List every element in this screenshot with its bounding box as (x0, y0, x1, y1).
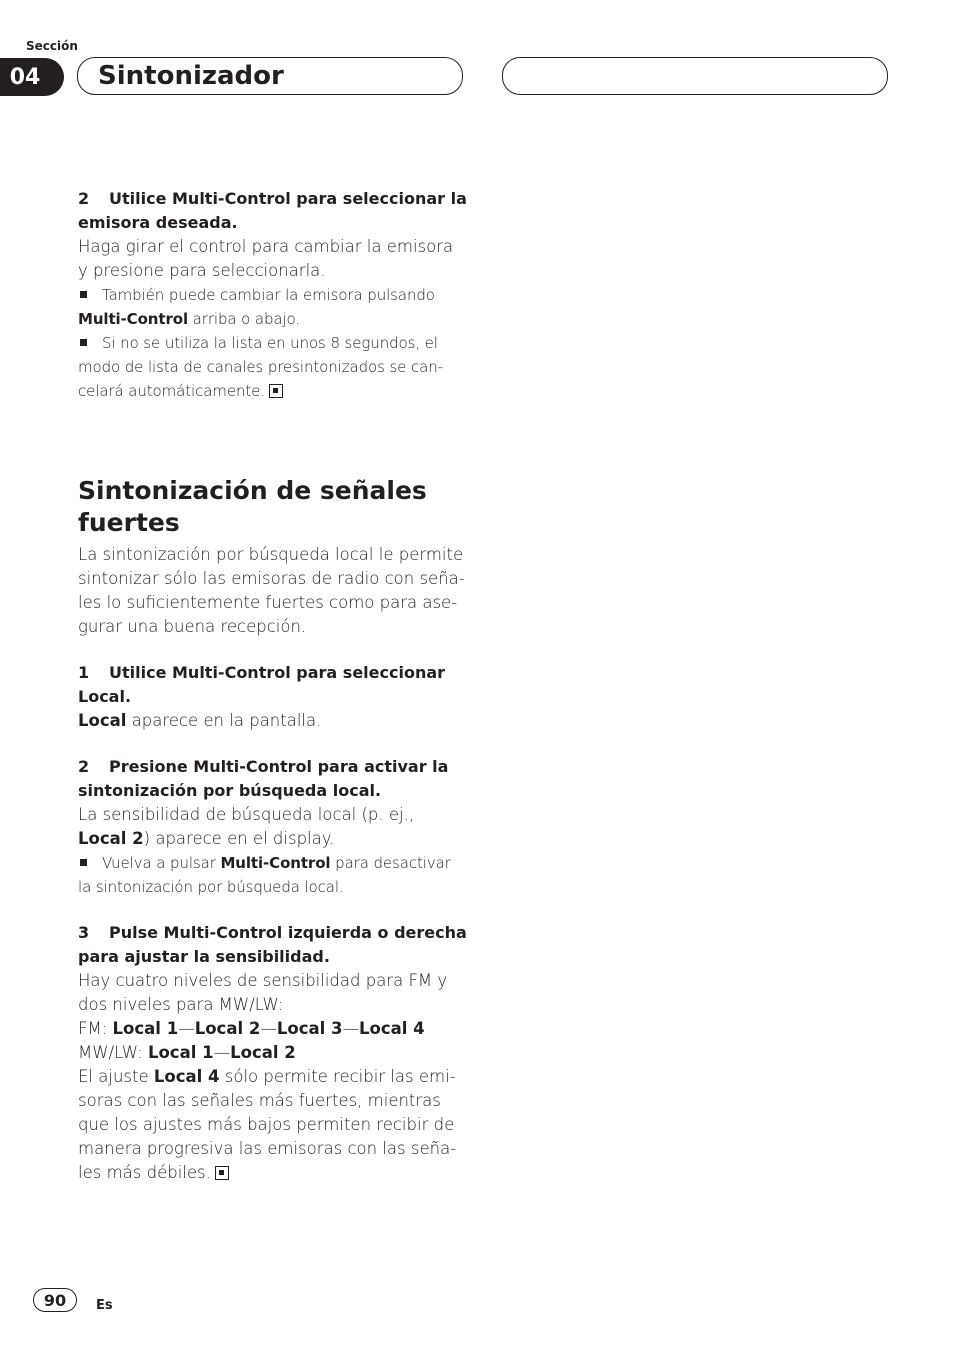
intro-line: gurar una buena recepción. (78, 617, 307, 636)
bullet-icon (80, 339, 87, 346)
note-line (78, 307, 468, 331)
step-number: 3 (78, 923, 90, 942)
section-heading: Sintonización de señales (78, 476, 427, 505)
step-number: 1 (78, 663, 90, 682)
note-text: celará automáticamente. (78, 382, 265, 400)
section-title: Sintonizador (98, 61, 284, 91)
note-text: para desactivar (330, 854, 451, 872)
section-label: Sección (26, 39, 78, 53)
dash: — (260, 1019, 277, 1038)
end-of-section-icon (269, 384, 283, 398)
step-heading (78, 755, 468, 779)
note-line (78, 851, 468, 875)
body-bold: Local (78, 711, 127, 730)
body-bold: Local 4 (153, 1067, 220, 1086)
body-line: manera progresiva las emisoras con las seña- (78, 1139, 457, 1158)
body-bold: Local 2 (78, 829, 144, 848)
step-heading-cont: Local. (78, 687, 132, 706)
body-text: ) aparece en el display. (143, 829, 335, 848)
body-line: Hay cuatro niveles de sensibilidad para FM y (78, 971, 448, 990)
step-text: Utilice Multi-Control para seleccionar (109, 663, 446, 682)
content-column (78, 187, 468, 1185)
note-line: la sintonización por búsqueda local. (78, 878, 344, 896)
step-heading (78, 187, 468, 211)
body-line: soras con las señales más fuertes, mientras (78, 1091, 441, 1110)
page-number: 90 (33, 1288, 77, 1312)
dash: — (342, 1019, 359, 1038)
body-text: aparece en la pantalla. (126, 711, 322, 730)
dash: — (213, 1043, 231, 1062)
body-line (78, 1065, 468, 1089)
note-text: Si no se utiliza la lista en unos 8 segundos, el (102, 334, 438, 352)
spacer (78, 899, 468, 921)
mwlw-label: MW/LW: (78, 1043, 148, 1062)
right-header-frame (502, 57, 888, 95)
note-bold: Multi-Control (78, 310, 188, 328)
note-line: modo de lista de canales presintonizados se can- (78, 358, 443, 376)
intro-line: La sintonización por búsqueda local le permite (78, 545, 464, 564)
body-line (78, 709, 468, 733)
step-text: Presione Multi-Control para activar la (109, 757, 449, 776)
note-line (78, 283, 468, 307)
intro-line: les lo suficientemente fuertes como para ase- (78, 593, 458, 612)
step-heading-cont: sintonización por búsqueda local. (78, 781, 382, 800)
note-bold: Multi-Control (220, 854, 331, 872)
note-line (78, 379, 468, 403)
body-text: El ajuste (78, 1067, 154, 1086)
step-heading-cont: para ajustar la sensibilidad. (78, 947, 330, 966)
spacer (78, 403, 468, 475)
body-line: que los ajustes más bajos permiten recibir de (78, 1115, 455, 1134)
body-line (78, 1161, 468, 1185)
language-code: Es (96, 1298, 113, 1313)
step-heading-cont: emisora deseada. (78, 213, 238, 232)
fm-levels-line (78, 1017, 468, 1041)
section-heading-cont: fuertes (78, 508, 180, 537)
body-line: Haga girar el control para cambiar la emisora (78, 237, 454, 256)
mwlw-level: Local 1 (147, 1043, 214, 1062)
fm-level: Local 1 (112, 1019, 179, 1038)
note-text: arriba o abajo. (188, 310, 301, 328)
spacer (78, 639, 468, 661)
end-of-section-icon (215, 1166, 229, 1180)
fm-level: Local 4 (359, 1019, 425, 1038)
step-heading (78, 661, 468, 685)
section-number-tab: 04 (0, 58, 64, 96)
body-text: les más débiles. (78, 1163, 211, 1182)
fm-label: FM: (78, 1019, 113, 1038)
bullet-icon (80, 291, 87, 298)
body-line: La sensibilidad de búsqueda local (p. ej., (78, 805, 415, 824)
fm-level: Local 3 (276, 1019, 343, 1038)
body-text: sólo permite recibir las emi- (219, 1067, 456, 1086)
step-text: Pulse Multi-Control izquierda o derecha (109, 923, 467, 942)
step-number: 2 (78, 757, 90, 776)
spacer (78, 733, 468, 755)
step-number: 2 (78, 189, 90, 208)
dash: — (178, 1019, 195, 1038)
bullet-icon (80, 859, 87, 866)
intro-line: sintonizar sólo las emisoras de radio con seña- (78, 569, 465, 588)
fm-level: Local 2 (194, 1019, 261, 1038)
body-line: dos niveles para MW/LW: (78, 995, 284, 1014)
note-text: También puede cambiar la emisora pulsando (102, 286, 435, 304)
step-heading (78, 921, 468, 945)
note-line (78, 331, 468, 355)
note-text: Vuelva a pulsar (102, 854, 221, 872)
mwlw-levels-line (78, 1041, 468, 1065)
body-line: y presione para seleccionarla. (78, 261, 326, 280)
step-text: Utilice Multi-Control para seleccionar la (109, 189, 467, 208)
body-line (78, 827, 468, 851)
mwlw-level: Local 2 (230, 1043, 296, 1062)
